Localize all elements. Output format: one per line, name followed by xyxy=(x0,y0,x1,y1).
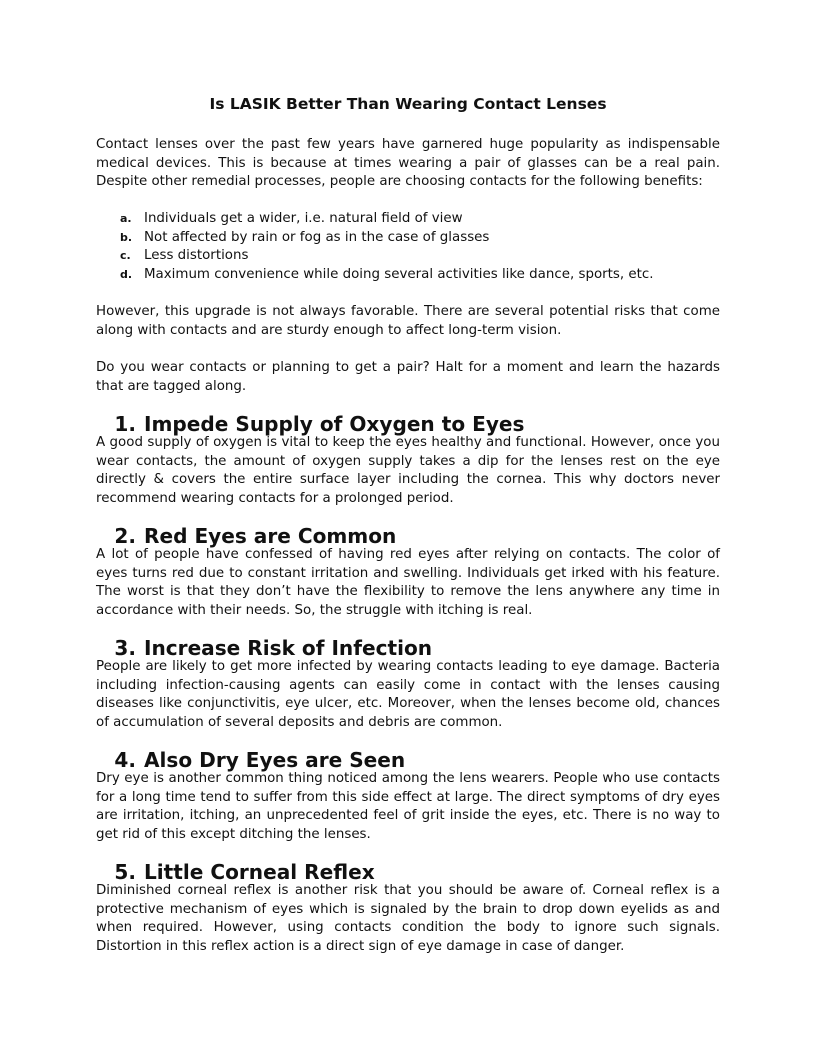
section-number: 3. xyxy=(114,636,136,660)
section-number: 1. xyxy=(114,412,136,436)
list-item-text: Less distortions xyxy=(144,248,249,264)
section-number: 5. xyxy=(114,860,136,884)
list-item xyxy=(96,229,720,248)
section-heading-text: Red Eyes are Common xyxy=(144,524,397,548)
list-marker: c. xyxy=(120,249,131,263)
section-heading-text: Little Corneal Reflex xyxy=(144,860,375,884)
section-heading-text: Impede Supply of Oxygen to Eyes xyxy=(144,412,525,436)
section-body-1: A good supply of oxygen is vital to keep the eyes healthy and functional. However, once you wear contacts, the amount of oxygen supply takes a dip for the lenses rest on the eye directly & covers the entire surface layer including the cornea. This why doctors never recommend wearing contacts for a prolonged period. xyxy=(96,435,720,506)
list-item xyxy=(96,247,720,266)
section-heading-1 xyxy=(96,412,720,436)
section-heading-3 xyxy=(96,636,720,660)
list-item-text: Maximum convenience while doing several activities like dance, sports, etc. xyxy=(144,266,654,282)
section-heading-5 xyxy=(96,860,720,884)
section-body-3: People are likely to get more infected by wearing contacts leading to eye damage. Bacteria including infection-causing agents can easily come in contact with the lenses causing diseases like conjunctivitis, eye ulcer, etc. Moreover, when the lenses become old, chances of accumulation of several deposits and debris are common. xyxy=(96,659,720,730)
list-item-text: Individuals get a wider, i.e. natural field of view xyxy=(144,211,463,226)
section-heading-text: Also Dry Eyes are Seen xyxy=(144,748,406,772)
list-marker: d. xyxy=(120,267,133,281)
section-heading-text: Increase Risk of Infection xyxy=(144,636,433,660)
list-item-text: Not affected by rain or fog as in the case of glasses xyxy=(144,229,490,245)
paragraph-risks: However, this upgrade is not always favorable. There are several potential risks that come along with contacts and are sturdy enough to affect long-term vision. xyxy=(96,304,720,338)
section-body-5: Diminished corneal reflex is another risk that you should be aware of. Corneal reflex is a protective mechanism of eyes which is signaled by the brain to drop down eyelids as and when required. However, using contacts condition the body to ignore such signals. Distortion in this reflex action is a direct sign of eye damage in case of danger. xyxy=(96,883,720,954)
section-heading-2 xyxy=(96,524,720,548)
section-number: 2. xyxy=(114,524,136,548)
document-title: Is LASIK Better Than Wearing Contact Lenses xyxy=(209,95,607,113)
list-marker: b. xyxy=(120,230,133,244)
paragraph-question: Do you wear contacts or planning to get a pair? Halt for a moment and learn the hazards that are tagged along. xyxy=(96,360,720,394)
benefits-list xyxy=(96,210,720,284)
list-item xyxy=(96,266,720,285)
list-marker: a. xyxy=(120,212,132,225)
section-heading-4 xyxy=(96,748,720,772)
section-number: 4. xyxy=(114,748,136,772)
intro-paragraph: Contact lenses over the past few years have garnered huge popularity as indispensable medical devices. This is because at times wearing a pair of glasses can be a real pain. Despite other remedial processes, people are choosing contacts for the following benefits: xyxy=(96,137,720,190)
section-body-2: A lot of people have confessed of having red eyes after relying on contacts. The color of eyes turns red due to constant irritation and swelling. Individuals get irked with his feature. The worst is that they don’t have the flexibility to remove the lens anywhere any time in accordance with their needs. So, the struggle with itching is real. xyxy=(96,547,720,618)
section-body-4: Dry eye is another common thing noticed among the lens wearers. People who use contacts for a long time tend to suffer from this side effect at large. The direct symptoms of dry eyes are irritation, itching, an unprecedented feel of grit inside the eyes, etc. There is no way to get rid of this except ditching the lenses. xyxy=(96,771,720,842)
list-item xyxy=(96,210,720,229)
